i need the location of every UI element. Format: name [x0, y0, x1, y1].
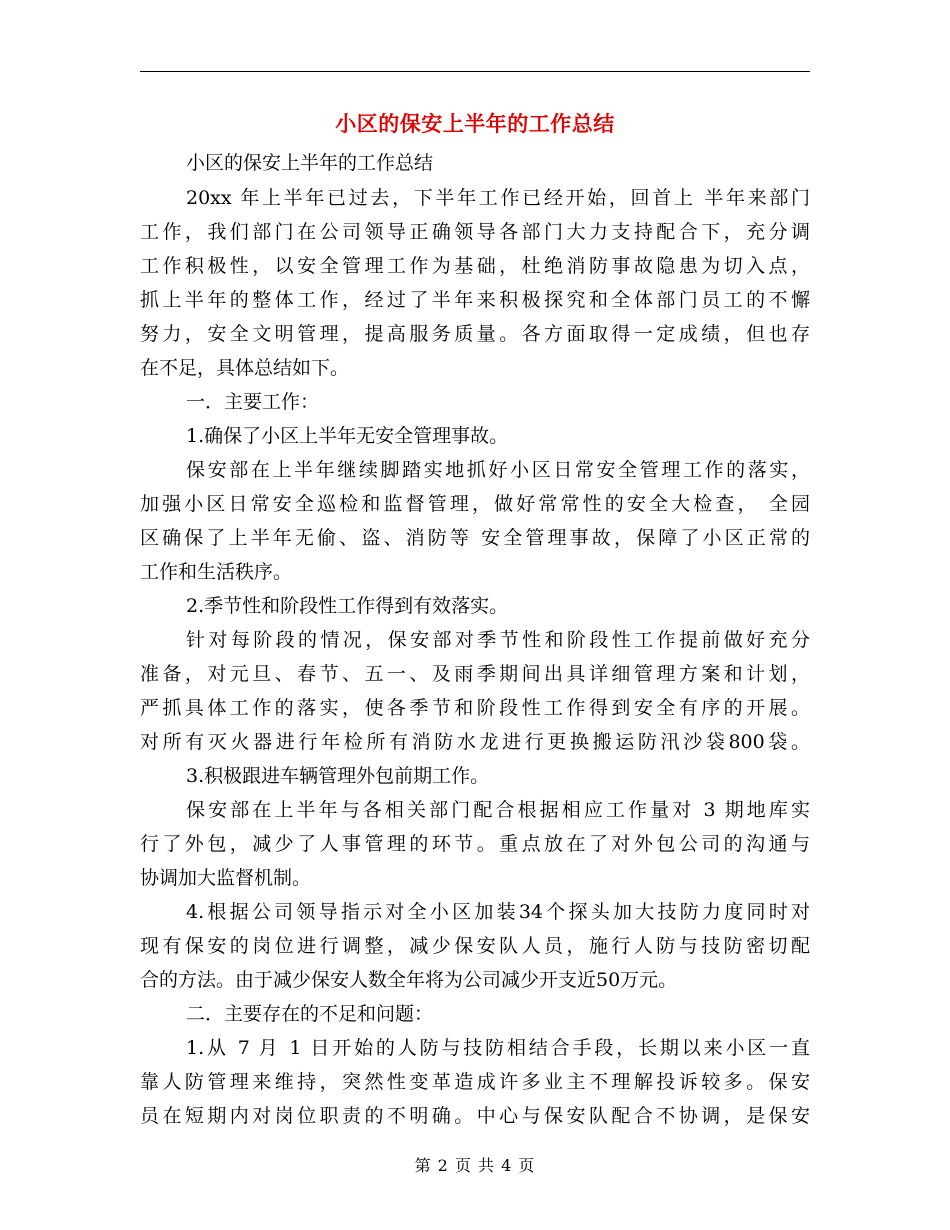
body-line: 努力，安全文明管理，提高服务质量。各方面取得一定成绩，但也存	[140, 323, 810, 345]
body-line: 工作和生活秩序。	[140, 561, 293, 583]
subsection-heading: 2.季节性和阶段性工作得到有效落实。	[186, 595, 509, 617]
body-line: 准备，对元旦、春节、五一、及雨季期间出具详细管理方案和计划，	[140, 663, 810, 685]
document-title: 小区的保安上半年的工作总结	[335, 111, 615, 136]
body-line: 针对每阶段的情况，保安部对季节性和阶段性工作提前做好充分	[186, 629, 810, 651]
header-rule	[140, 71, 810, 72]
body-line: 现有保安的岗位进行调整，减少保安队人员，施行人防与技防密切配	[140, 935, 810, 957]
body-line: 4.根据公司领导指示对全小区加装34个探头加大技防力度同时对	[186, 901, 810, 923]
body-line: 20xx 年上半年已过去，下半年工作已经开始，回首上 半年来部门	[186, 187, 810, 209]
body-line: 小区的保安上半年的工作总结	[186, 152, 434, 174]
body-line: 工作，我们部门在公司领导正确领导各部门大力支持配合下，充分调	[140, 221, 810, 243]
body-line: 严抓具体工作的落实，使各季节和阶段性工作得到安全有序的开展。	[140, 697, 810, 719]
body-line: 工作积极性，以安全管理工作为基础，杜绝消防事故隐患为切入点，	[140, 255, 810, 277]
body-line: 区确保了上半年无偷、盗、消防等 安全管理事故，保障了小区正常的	[140, 527, 810, 549]
body-line: 合的方法。由于减少保安人数全年将为公司减少开支近50万元。	[140, 969, 678, 991]
page-number: 第 2 页 共 4 页	[414, 1156, 536, 1175]
body-line: 加强小区日常安全巡检和监督管理，做好常常性的安全大检查， 全园	[140, 493, 810, 515]
body-line: 保安部在上半年与各相关部门配合根据相应工作量对 3 期地库实	[186, 799, 810, 821]
section-heading: 一．主要工作：	[186, 391, 320, 413]
body-line: 行了外包，减少了人事管理的环节。重点放在了对外包公司的沟通与	[140, 833, 810, 855]
body-line: 靠人防管理来维持，突然性变革造成许多业主不理解投诉较多。保安	[140, 1071, 810, 1093]
body-line: 在不足，具体总结如下。	[140, 357, 350, 379]
body-line: 抓上半年的整体工作，经过了半年来积极探究和全体部门员工的不懈	[140, 289, 810, 311]
body-line: 协调加大监督机制。	[140, 867, 312, 889]
body-line: 1.从 7 月 1 日开始的人防与技防相结合手段，长期以来小区一直	[186, 1037, 810, 1059]
body-line: 保安部在上半年继续脚踏实地抓好小区日常安全管理工作的落实，	[186, 459, 810, 481]
section-heading: 二．主要存在的不足和问题：	[186, 1003, 434, 1025]
subsection-heading: 1.确保了小区上半年无安全管理事故。	[186, 425, 509, 447]
subsection-heading: 3.积极跟进车辆管理外包前期工作。	[186, 765, 490, 787]
body-line: 员在短期内对岗位职责的不明确。中心与保安队配合不协调，是保安	[140, 1105, 810, 1127]
body-line: 对所有灭火器进行年检所有消防水龙进行更换搬运防汛沙袋800袋。	[140, 731, 810, 753]
